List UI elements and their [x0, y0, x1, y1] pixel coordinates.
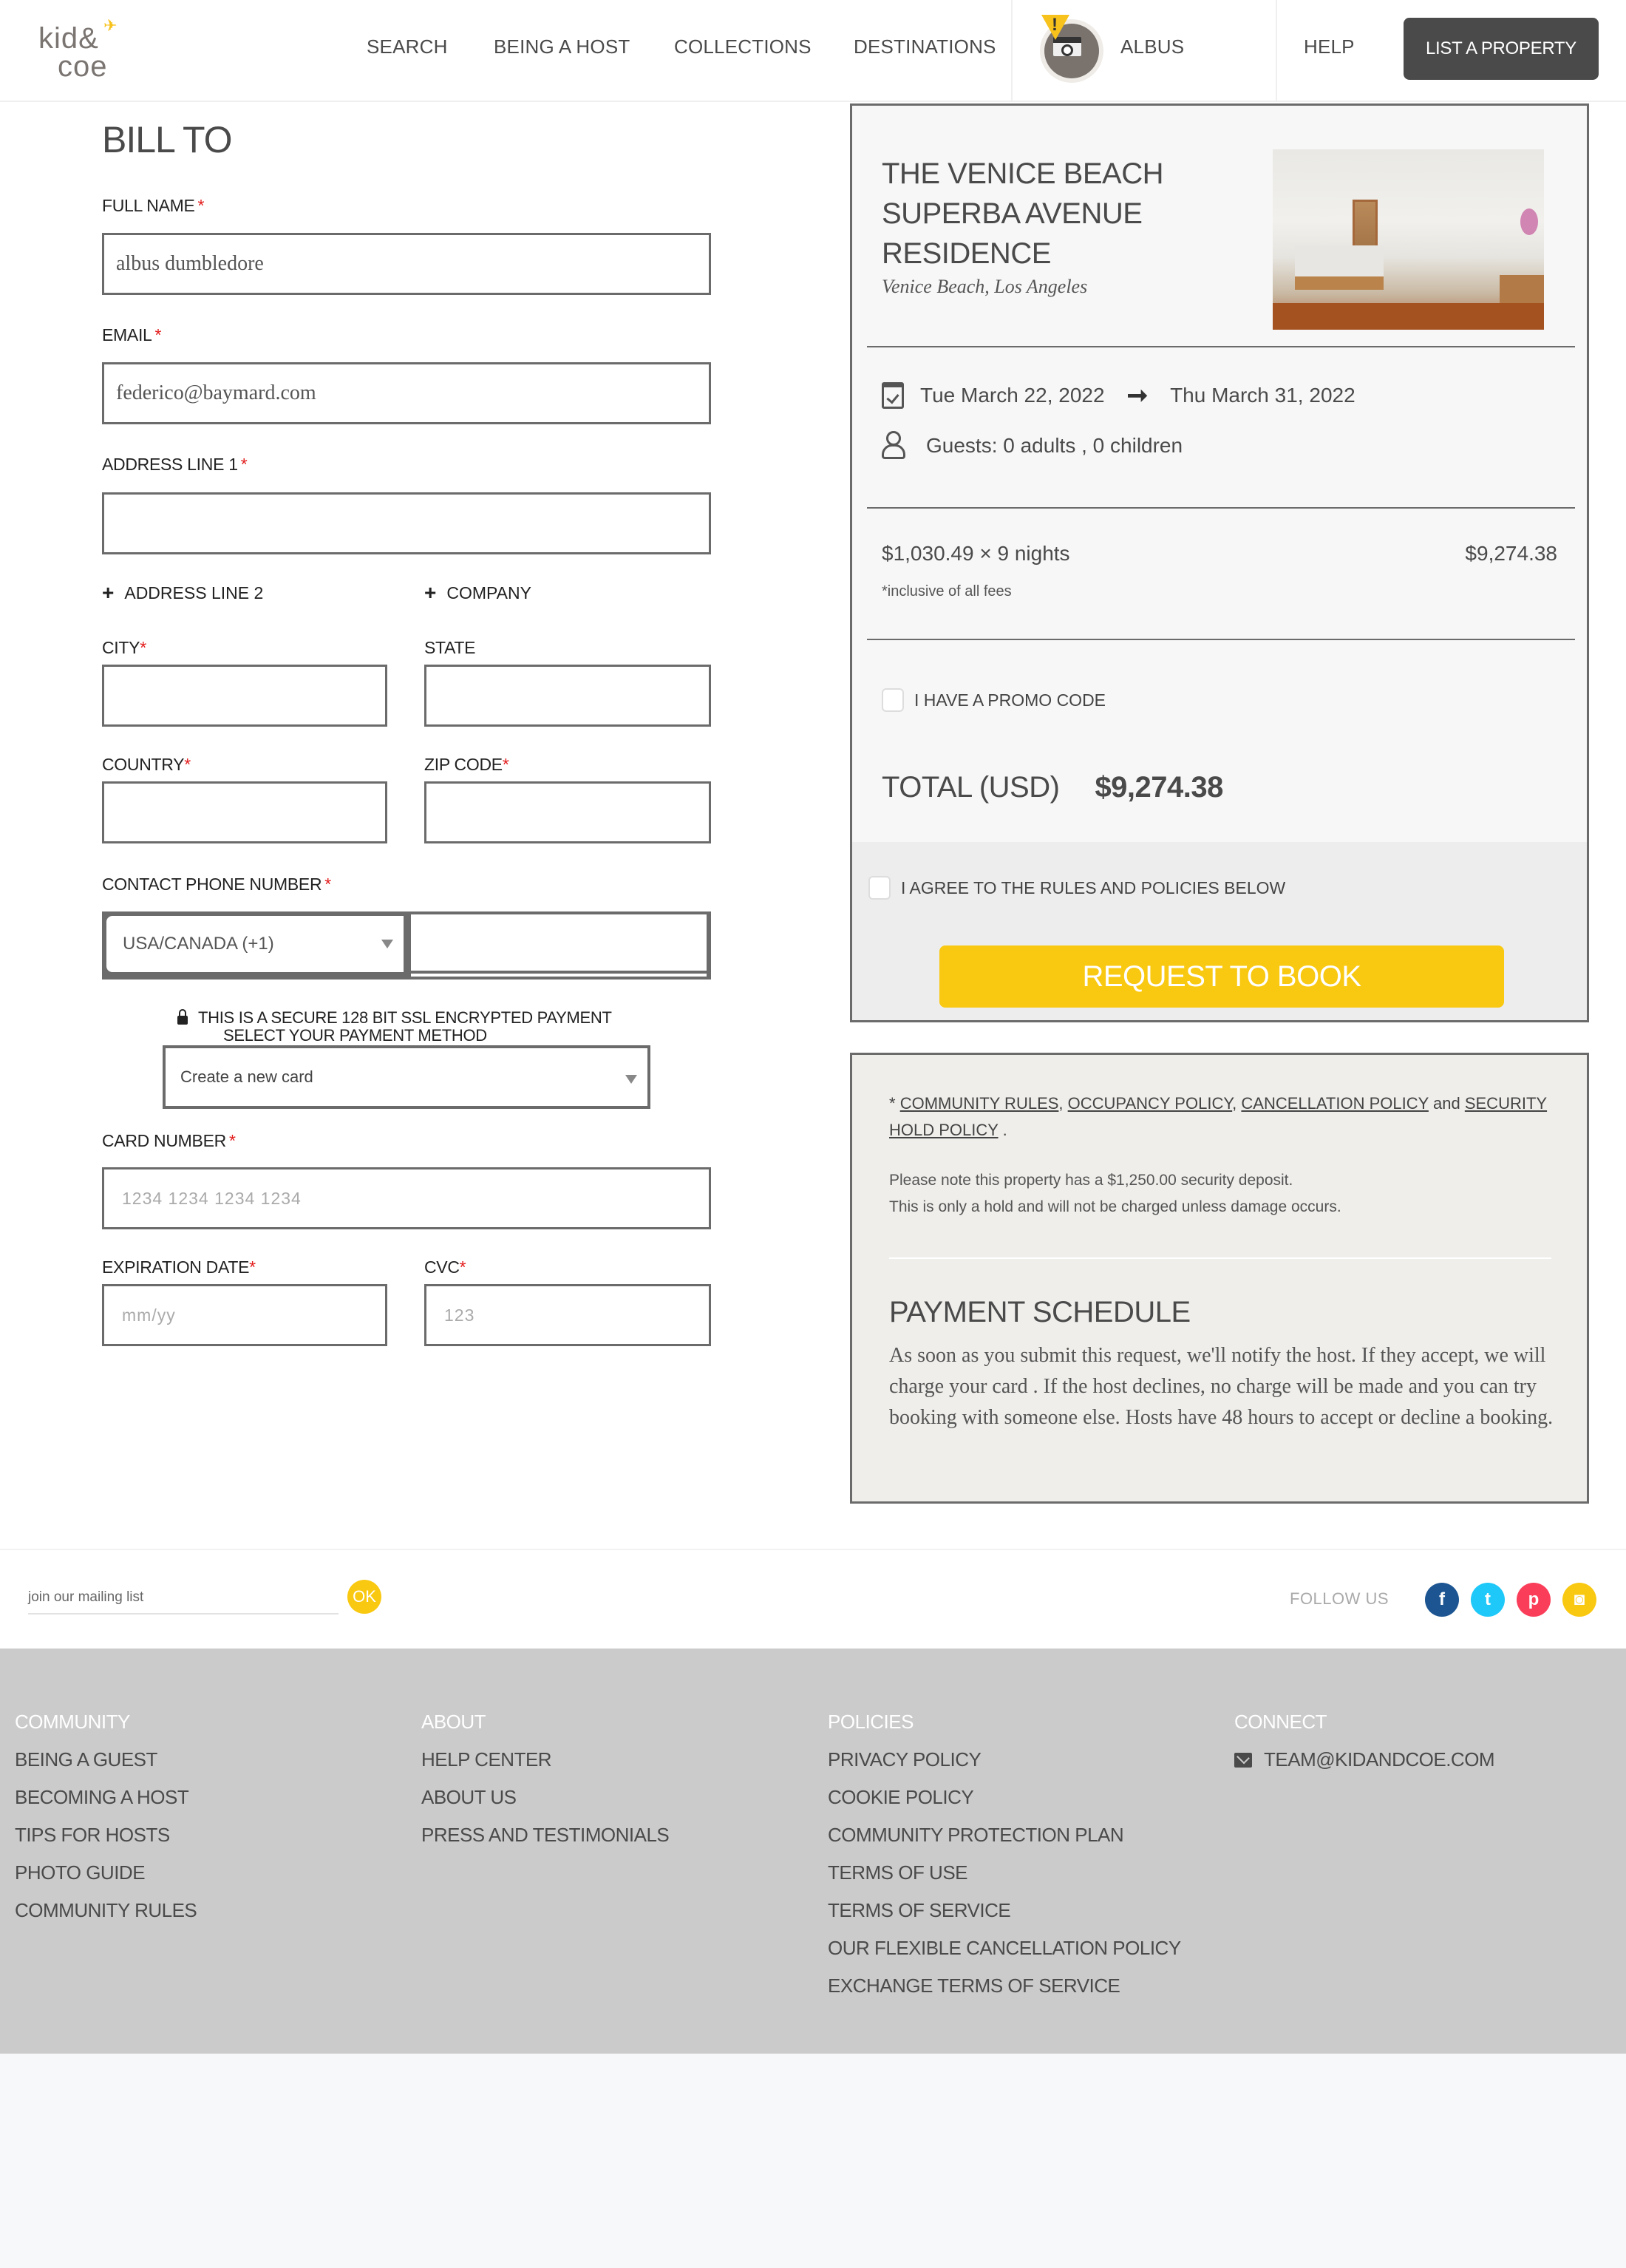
- add-company-link[interactable]: [424, 581, 531, 605]
- footer-link[interactable]: PRIVACY POLICY: [828, 1748, 982, 1770]
- footer-community-column: [15, 1711, 197, 1937]
- promo-code-label: I HAVE A PROMO CODE: [914, 690, 1106, 710]
- payment-method-select[interactable]: [163, 1045, 650, 1109]
- person-icon: [882, 431, 905, 461]
- property-photo: [1273, 149, 1544, 330]
- zip-code-label: [424, 755, 508, 775]
- bill-to-heading: BILL TO: [102, 119, 232, 160]
- payment-method-label: SELECT YOUR PAYMENT METHOD: [223, 1026, 487, 1045]
- separator: ,: [1058, 1094, 1068, 1113]
- expiration-placeholder: mm/yy: [122, 1305, 176, 1325]
- divider: [867, 346, 1575, 347]
- camera-lens-icon: [1061, 44, 1073, 56]
- footer-link[interactable]: COMMUNITY RULES: [15, 1899, 197, 1921]
- card-number-label: [102, 1131, 236, 1151]
- envelope-icon: [1234, 1753, 1252, 1768]
- occupancy-policy-link[interactable]: OCCUPANCY POLICY: [1067, 1094, 1233, 1113]
- logo-text-bottom: coe: [58, 50, 108, 83]
- checkout-date: Thu March 31, 2022: [1170, 384, 1355, 407]
- agree-and-book-section: [852, 842, 1587, 1020]
- phone-country-value: USA/CANADA (+1): [123, 934, 274, 954]
- email-value: federico@baymard.com: [116, 381, 316, 404]
- label-text: EMAIL: [102, 325, 152, 344]
- footer-email-link[interactable]: [1234, 1748, 1494, 1786]
- pinterest-icon[interactable]: p: [1517, 1583, 1551, 1617]
- nav-user-name[interactable]: ALBUS: [1120, 35, 1185, 58]
- community-rules-link[interactable]: COMMUNITY RULES: [899, 1094, 1059, 1113]
- cancellation-policy-link[interactable]: CANCELLATION POLICY: [1241, 1094, 1429, 1113]
- required-mark: *: [140, 638, 146, 657]
- expiration-date-label: [102, 1257, 256, 1277]
- guest-count-text: Guests: 0 adults , 0 children: [926, 434, 1183, 457]
- payment-schedule-heading: PAYMENT SCHEDULE: [889, 1296, 1191, 1328]
- facebook-icon[interactable]: f: [1425, 1583, 1459, 1617]
- footer-link[interactable]: COOKIE POLICY: [828, 1786, 974, 1808]
- full-name-label: [102, 196, 204, 216]
- footer-about-column: [421, 1711, 669, 1861]
- footer-link[interactable]: TIPS FOR HOSTS: [15, 1824, 170, 1846]
- label-text: CITY: [102, 638, 140, 657]
- footer-policies-column: [828, 1711, 1181, 2012]
- guest-count: [882, 431, 1183, 461]
- label-text: EXPIRATION DATE: [102, 1257, 250, 1277]
- nav-search[interactable]: SEARCH: [367, 35, 448, 58]
- footer-link[interactable]: COMMUNITY PROTECTION PLAN: [828, 1824, 1124, 1846]
- promo-code-toggle[interactable]: [882, 688, 1106, 712]
- nav-destinations[interactable]: DESTINATIONS: [854, 35, 996, 58]
- required-mark: *: [228, 1131, 236, 1150]
- mailing-list-placeholder: join our mailing list: [28, 1589, 144, 1605]
- nav-divider: [1011, 0, 1013, 102]
- footer-link[interactable]: HELP CENTER: [421, 1748, 552, 1770]
- add-address-line-2-link[interactable]: [102, 581, 263, 605]
- divider: [867, 639, 1575, 640]
- expiration-date-input[interactable]: [102, 1284, 387, 1346]
- country-input[interactable]: [102, 781, 387, 843]
- security-hold-policy-link[interactable]: SECURITY HOLD POLICY: [889, 1094, 1548, 1139]
- instagram-icon[interactable]: ◙: [1562, 1583, 1596, 1617]
- lock-icon: [177, 1016, 188, 1025]
- label-text: ZIP CODE: [424, 755, 503, 774]
- payment-method-value: Create a new card: [180, 1067, 313, 1086]
- stay-dates: [882, 381, 1355, 410]
- nav-help[interactable]: HELP: [1304, 35, 1355, 58]
- list-property-button[interactable]: LIST A PROPERTY: [1404, 18, 1599, 80]
- footer-link[interactable]: BECOMING A HOST: [15, 1786, 189, 1808]
- footer-link[interactable]: TERMS OF SERVICE: [828, 1899, 1011, 1921]
- cvc-placeholder: 123: [444, 1305, 475, 1325]
- footer-heading: COMMUNITY: [15, 1711, 130, 1733]
- state-label: STATE: [424, 638, 476, 657]
- footer-link[interactable]: TERMS OF USE: [828, 1861, 968, 1884]
- conjunction: and: [1428, 1094, 1465, 1113]
- label-text: FULL NAME: [102, 196, 195, 215]
- nav-being-a-host[interactable]: BEING A HOST: [494, 35, 630, 58]
- photo-bed: [1295, 245, 1384, 290]
- site-footer: [0, 1649, 1626, 2054]
- arrow-right-icon: ➞: [1126, 381, 1149, 410]
- nav-divider: [1276, 0, 1277, 102]
- card-number-placeholder: 1234 1234 1234 1234: [122, 1188, 302, 1208]
- label-text: CONTACT PHONE NUMBER: [102, 875, 322, 894]
- period: .: [998, 1121, 1007, 1139]
- address-line-1-input[interactable]: [102, 492, 711, 554]
- booking-total: [882, 771, 1223, 804]
- deposit-line-1: Please note this property has a $1,250.00 security deposit.: [889, 1172, 1293, 1189]
- fees-note: *inclusive of all fees: [882, 583, 1012, 600]
- photo-flower: [1520, 208, 1538, 235]
- cvc-input[interactable]: [424, 1284, 711, 1346]
- booking-summary-card: [850, 103, 1589, 1022]
- full-name-value: albus dumbledore: [116, 252, 264, 275]
- request-to-book-button[interactable]: REQUEST TO BOOK: [939, 945, 1504, 1008]
- warning-mark: !: [1052, 15, 1058, 35]
- address-line-1-label: [102, 455, 247, 475]
- policy-card: [850, 1053, 1589, 1504]
- country-label: [102, 755, 191, 775]
- footer-link[interactable]: ABOUT US: [421, 1786, 517, 1808]
- phone-field-group: [102, 911, 711, 979]
- card-number-input[interactable]: [102, 1167, 711, 1229]
- checkin-date: Tue March 22, 2022: [920, 384, 1105, 407]
- nav-collections[interactable]: COLLECTIONS: [674, 35, 812, 58]
- email-label: [102, 325, 161, 345]
- footer-heading: POLICIES: [828, 1711, 914, 1733]
- user-avatar[interactable]: [1040, 15, 1106, 83]
- total-amount: $9,274.38: [1095, 771, 1223, 804]
- dropdown-arrow-icon: [381, 940, 393, 948]
- kidandcoe-logo[interactable]: [38, 16, 120, 83]
- property-location: Venice Beach, Los Angeles: [882, 276, 1088, 297]
- policy-links: [889, 1090, 1554, 1144]
- payment-schedule-text: As soon as you submit this request, we'll notify the host. If they accept, we will charge your card . If the host declines, no charge will be made and you can try booking with someone else. Hosts have 48 hours to accept or decline a booking.: [889, 1344, 1554, 1429]
- nightly-rate-line: $1,030.49 × 9 nights: [882, 542, 1070, 565]
- required-mark: *: [197, 196, 205, 215]
- property-title: THE VENICE BEACH SUPERBA AVENUE RESIDENCE: [882, 157, 1163, 270]
- required-mark: *: [184, 755, 191, 774]
- divider: [867, 507, 1575, 509]
- required-mark: *: [502, 755, 509, 774]
- required-mark: *: [154, 325, 162, 344]
- phone-input-underline: [411, 974, 707, 977]
- security-deposit-note: [889, 1167, 1341, 1220]
- label-text: ADDRESS LINE 1: [102, 455, 238, 474]
- agree-policies-label: I AGREE TO THE RULES AND POLICIES BELOW: [901, 877, 1286, 897]
- secure-payment-text: THIS IS A SECURE 128 BIT SSL ENCRYPTED PAYMENT: [198, 1008, 612, 1027]
- promo-code-checkbox[interactable]: [882, 688, 904, 712]
- plus-icon: +: [102, 581, 115, 604]
- divider: [0, 1549, 1626, 1550]
- state-input[interactable]: [424, 665, 711, 727]
- footer-connect-column: [1234, 1711, 1494, 1786]
- phone-country-select[interactable]: [106, 916, 404, 972]
- asterisk: *: [889, 1094, 900, 1113]
- twitter-icon[interactable]: t: [1471, 1583, 1505, 1617]
- mailing-list-ok-button[interactable]: OK: [347, 1580, 381, 1614]
- zip-code-input[interactable]: [424, 781, 711, 843]
- footer-link[interactable]: PRESS AND TESTIMONIALS: [421, 1824, 670, 1846]
- add-address-line-2-label: ADDRESS LINE 2: [124, 583, 264, 602]
- required-mark: *: [324, 875, 331, 894]
- agree-policies-toggle[interactable]: [868, 876, 1285, 900]
- footer-link[interactable]: PHOTO GUIDE: [15, 1861, 146, 1884]
- nightly-rate-total: $9,274.38: [1465, 542, 1557, 565]
- label-text: CARD NUMBER: [102, 1131, 226, 1150]
- footer-heading: CONNECT: [1234, 1711, 1327, 1733]
- agree-policies-checkbox[interactable]: [868, 876, 891, 900]
- site-header: [0, 0, 1626, 102]
- required-mark: *: [249, 1257, 256, 1277]
- total-label: TOTAL (USD): [882, 771, 1060, 804]
- footer-link[interactable]: BEING A GUEST: [15, 1748, 157, 1770]
- required-mark: *: [240, 455, 248, 474]
- divider: [889, 1257, 1551, 1259]
- mailing-list-input[interactable]: [28, 1582, 339, 1615]
- city-input[interactable]: [102, 665, 387, 727]
- label-text: COUNTRY: [102, 755, 185, 774]
- label-text: CVC: [424, 1257, 460, 1277]
- logo-text-top: kid&: [38, 22, 99, 55]
- photo-floor: [1273, 303, 1544, 330]
- separator: ,: [1232, 1094, 1242, 1113]
- required-mark: *: [459, 1257, 466, 1277]
- footer-link[interactable]: EXCHANGE TERMS OF SERVICE: [828, 1975, 1120, 1997]
- add-company-label: COMPANY: [446, 583, 531, 602]
- city-label: [102, 638, 146, 658]
- footer-heading: ABOUT: [421, 1711, 486, 1733]
- dropdown-arrow-icon: [625, 1075, 637, 1084]
- phone-number-input[interactable]: [411, 914, 707, 971]
- airplane-icon: ✈: [103, 16, 118, 35]
- phone-label: [102, 875, 331, 894]
- calendar-check-icon: [882, 382, 904, 409]
- plus-icon: +: [424, 581, 437, 604]
- email-input[interactable]: [102, 362, 711, 424]
- footer-email: TEAM@KIDANDCOE.COM: [1264, 1748, 1495, 1770]
- footer-link[interactable]: OUR FLEXIBLE CANCELLATION POLICY: [828, 1937, 1181, 1959]
- follow-us-label: FOLLOW US: [1290, 1589, 1389, 1608]
- deposit-line-2: This is only a hold and will not be charged unless damage occurs.: [889, 1198, 1341, 1215]
- cvc-label: [424, 1257, 466, 1277]
- secure-payment-note: [177, 1008, 612, 1028]
- full-name-input[interactable]: [102, 233, 711, 295]
